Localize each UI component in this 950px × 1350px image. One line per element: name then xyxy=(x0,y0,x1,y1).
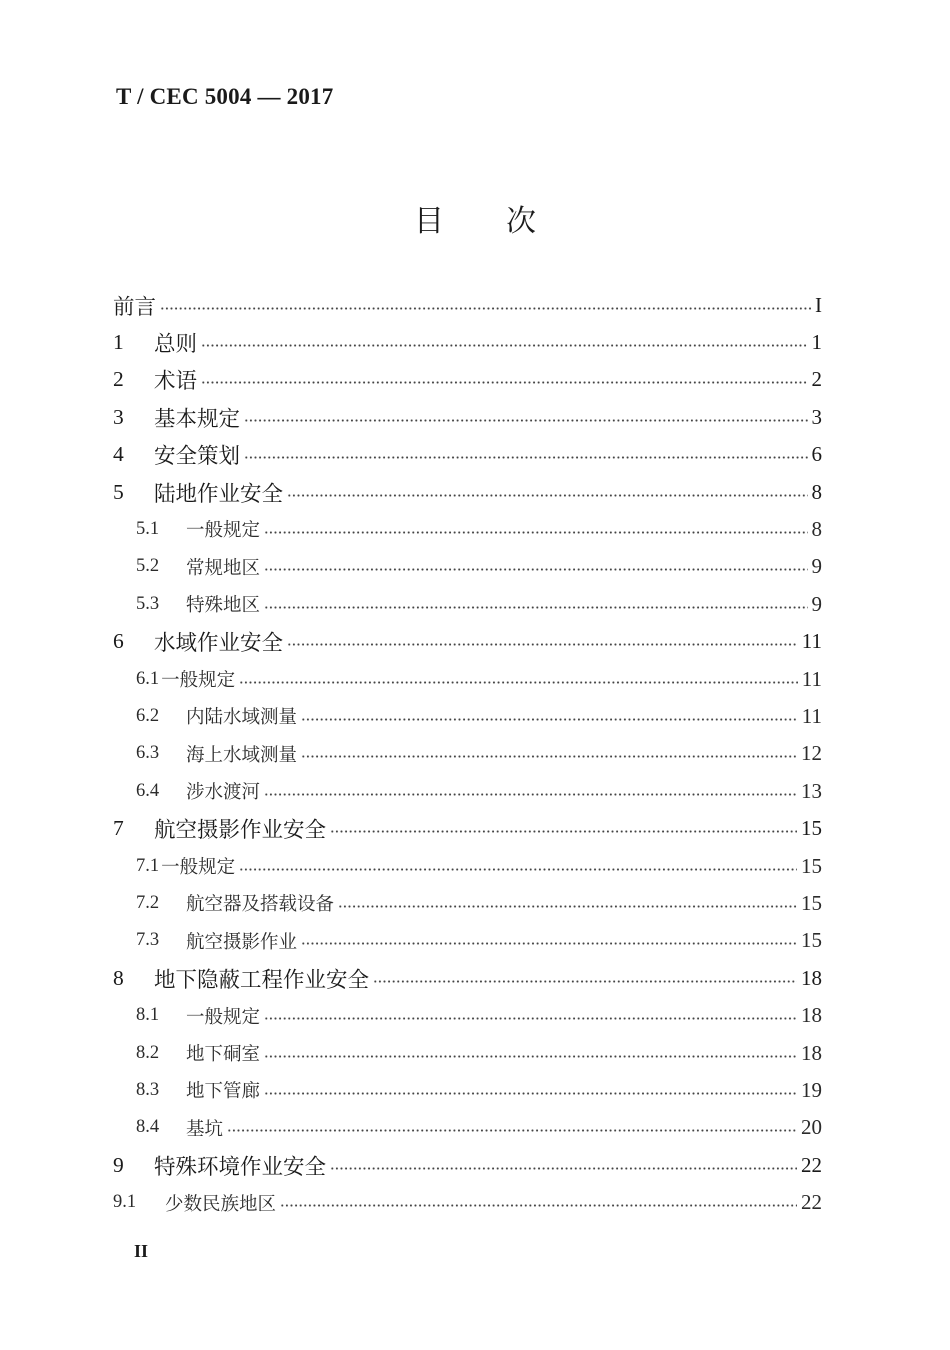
toc-entry-label: 安全策划 xyxy=(154,444,241,470)
dot-leader xyxy=(301,942,797,945)
toc-entry-label: 基坑 xyxy=(186,1118,224,1140)
toc-entry-number: 4 xyxy=(113,442,124,467)
toc-entry-number: 7.1 xyxy=(136,855,160,876)
toc-entry-number: 5.1 xyxy=(136,518,160,539)
toc-entry-page: 15 xyxy=(801,890,822,915)
dot-leader xyxy=(338,905,797,908)
dot-leader xyxy=(301,718,798,721)
toc-entry-number: 6 xyxy=(113,629,124,654)
dot-leader xyxy=(287,494,807,497)
toc-entry[interactable] xyxy=(136,700,822,732)
page-number: II xyxy=(134,1241,149,1261)
toc-entry-label: 航空摄影作业 xyxy=(186,931,298,953)
toc-entry[interactable] xyxy=(136,738,822,770)
toc-entry-label: 总则 xyxy=(154,331,198,357)
toc-entry-number: 8.2 xyxy=(136,1042,160,1063)
toc-entry-page: 11 xyxy=(801,703,822,728)
toc-entry-label: 地下管廊 xyxy=(186,1081,261,1103)
dot-leader xyxy=(264,1017,797,1020)
toc-entry-page: 22 xyxy=(801,1190,822,1215)
toc-entry[interactable] xyxy=(136,1037,822,1069)
toc-entry[interactable] xyxy=(113,813,822,845)
toc-entry[interactable] xyxy=(136,663,822,695)
dot-leader xyxy=(239,681,798,684)
dot-leader xyxy=(301,755,797,758)
dot-leader xyxy=(264,1092,797,1095)
toc-entry[interactable] xyxy=(136,551,822,583)
toc-entry-number: 8.1 xyxy=(136,1005,160,1026)
toc-entry[interactable] xyxy=(136,775,822,807)
dot-leader xyxy=(239,868,797,871)
toc-entry-label: 一般规定 xyxy=(186,520,261,542)
toc-entry-page: 9 xyxy=(811,554,822,579)
toc-entry[interactable] xyxy=(113,626,822,658)
toc-entry[interactable] xyxy=(113,476,822,508)
toc-entry-page: 13 xyxy=(801,778,822,803)
toc-entry[interactable] xyxy=(136,588,822,620)
dot-leader xyxy=(287,643,798,646)
toc-entry[interactable] xyxy=(136,1000,822,1032)
toc-entry-label: 一般规定 xyxy=(161,857,236,878)
toc-entry[interactable] xyxy=(113,289,822,321)
dot-leader xyxy=(264,568,807,571)
toc-entry-label: 航空器及搭载设备 xyxy=(186,894,335,916)
toc-entry-label: 涉水渡河 xyxy=(186,782,261,804)
toc-entry-page: 9 xyxy=(811,591,822,616)
toc-entry[interactable] xyxy=(136,1112,822,1144)
toc-entry-number: 3 xyxy=(113,404,124,429)
toc-entry-page: 3 xyxy=(811,404,822,429)
toc-entry-number: 8.4 xyxy=(136,1117,160,1138)
toc-entry-label: 术语 xyxy=(154,369,198,395)
dot-leader xyxy=(244,456,807,459)
toc-entry-number: 5 xyxy=(113,479,124,504)
toc-entry-page: 2 xyxy=(811,367,822,392)
toc-entry-label: 水域作业安全 xyxy=(154,631,284,657)
toc-entry-page: 20 xyxy=(801,1115,822,1140)
toc-entry-number: 9 xyxy=(113,1152,124,1177)
dot-leader xyxy=(280,1204,797,1207)
toc-entry-number: 5.3 xyxy=(136,593,160,614)
toc-entry-label: 一般规定 xyxy=(186,1006,261,1028)
toc-entry[interactable] xyxy=(113,439,822,471)
toc-entry-number: 7.2 xyxy=(136,892,160,913)
toc-entry[interactable] xyxy=(113,401,822,433)
toc-entry-page: 18 xyxy=(801,1040,822,1065)
toc-entry-label: 陆地作业安全 xyxy=(154,481,284,507)
toc-entry-number: 7 xyxy=(113,816,124,841)
dot-leader xyxy=(264,606,807,609)
dot-leader xyxy=(264,1055,797,1058)
toc-entry[interactable] xyxy=(136,887,822,919)
toc-entry-label: 地下硐室 xyxy=(186,1044,261,1065)
toc-entry-number: 1 xyxy=(113,329,124,354)
toc-entry-page: 15 xyxy=(801,928,822,953)
dot-leader xyxy=(201,381,807,384)
toc-entry-label: 地下隐蔽工程作业安全 xyxy=(154,967,370,993)
toc-entry[interactable] xyxy=(113,1149,822,1181)
toc-entry-page: 8 xyxy=(811,516,822,541)
toc-entry[interactable] xyxy=(136,513,822,545)
toc-entry-label: 少数民族地区 xyxy=(165,1193,277,1215)
toc-entry[interactable] xyxy=(136,925,822,957)
toc-entry-number: 6.4 xyxy=(136,780,160,801)
dot-leader xyxy=(373,980,797,983)
toc-entry-page: 12 xyxy=(801,741,822,766)
toc-entry[interactable] xyxy=(113,364,822,396)
toc-entry-page: I xyxy=(815,292,822,317)
toc-entry-label: 海上水域测量 xyxy=(186,744,298,766)
toc-entry-label: 常规地区 xyxy=(186,557,261,579)
toc-entry-page: 6 xyxy=(811,442,822,467)
toc-entry[interactable] xyxy=(113,1187,822,1219)
toc-entry-label: 特殊地区 xyxy=(186,595,261,617)
page-title: 目次 xyxy=(414,204,598,239)
toc-entry-page: 15 xyxy=(801,816,822,841)
dot-leader xyxy=(227,1129,797,1132)
toc-entry-label: 内陆水域测量 xyxy=(186,707,298,729)
toc-entry-number: 7.3 xyxy=(136,930,160,951)
toc-entry-number: 8.3 xyxy=(136,1079,160,1100)
toc-entry-number: 6.3 xyxy=(136,743,160,764)
standard-code: T / CEC 5004 — 2017 xyxy=(116,84,334,109)
toc-entry-page: 18 xyxy=(801,965,822,990)
toc-entry[interactable] xyxy=(136,1074,822,1106)
toc-entry-number: 2 xyxy=(113,367,124,392)
toc-entry-page: 8 xyxy=(811,479,822,504)
toc-entry-number: 6.1 xyxy=(136,668,160,689)
dot-leader xyxy=(330,830,797,833)
dot-leader xyxy=(160,307,811,310)
toc-entry[interactable] xyxy=(136,850,822,882)
dot-leader xyxy=(201,344,807,347)
toc-entry-label: 基本规定 xyxy=(154,406,241,432)
toc-entry-number: 6.2 xyxy=(136,705,160,726)
dot-leader xyxy=(330,1167,797,1170)
toc-entry-page: 22 xyxy=(801,1152,822,1177)
dot-leader xyxy=(264,793,797,796)
toc-entry-page: 15 xyxy=(801,853,822,878)
toc-entry-page: 11 xyxy=(801,629,822,654)
toc-entry-number: 5.2 xyxy=(136,556,160,577)
toc-entry-page: 19 xyxy=(801,1077,822,1102)
toc-entry-label: 前言 xyxy=(113,294,157,320)
toc-entry[interactable] xyxy=(113,326,822,358)
toc-entry-label: 特殊环境作业安全 xyxy=(154,1154,327,1180)
toc-entry-label: 一般规定 xyxy=(161,670,236,691)
dot-leader xyxy=(264,531,807,534)
dot-leader xyxy=(244,419,807,422)
toc-entry-label: 航空摄影作业安全 xyxy=(154,818,327,844)
toc-entry-number: 8 xyxy=(113,965,124,990)
toc-entry-page: 11 xyxy=(801,666,822,691)
toc-entry[interactable] xyxy=(113,962,822,994)
toc-entry-number: 9.1 xyxy=(113,1192,137,1213)
toc-entry-page: 18 xyxy=(801,1003,822,1028)
toc-entry-page: 1 xyxy=(811,329,822,354)
